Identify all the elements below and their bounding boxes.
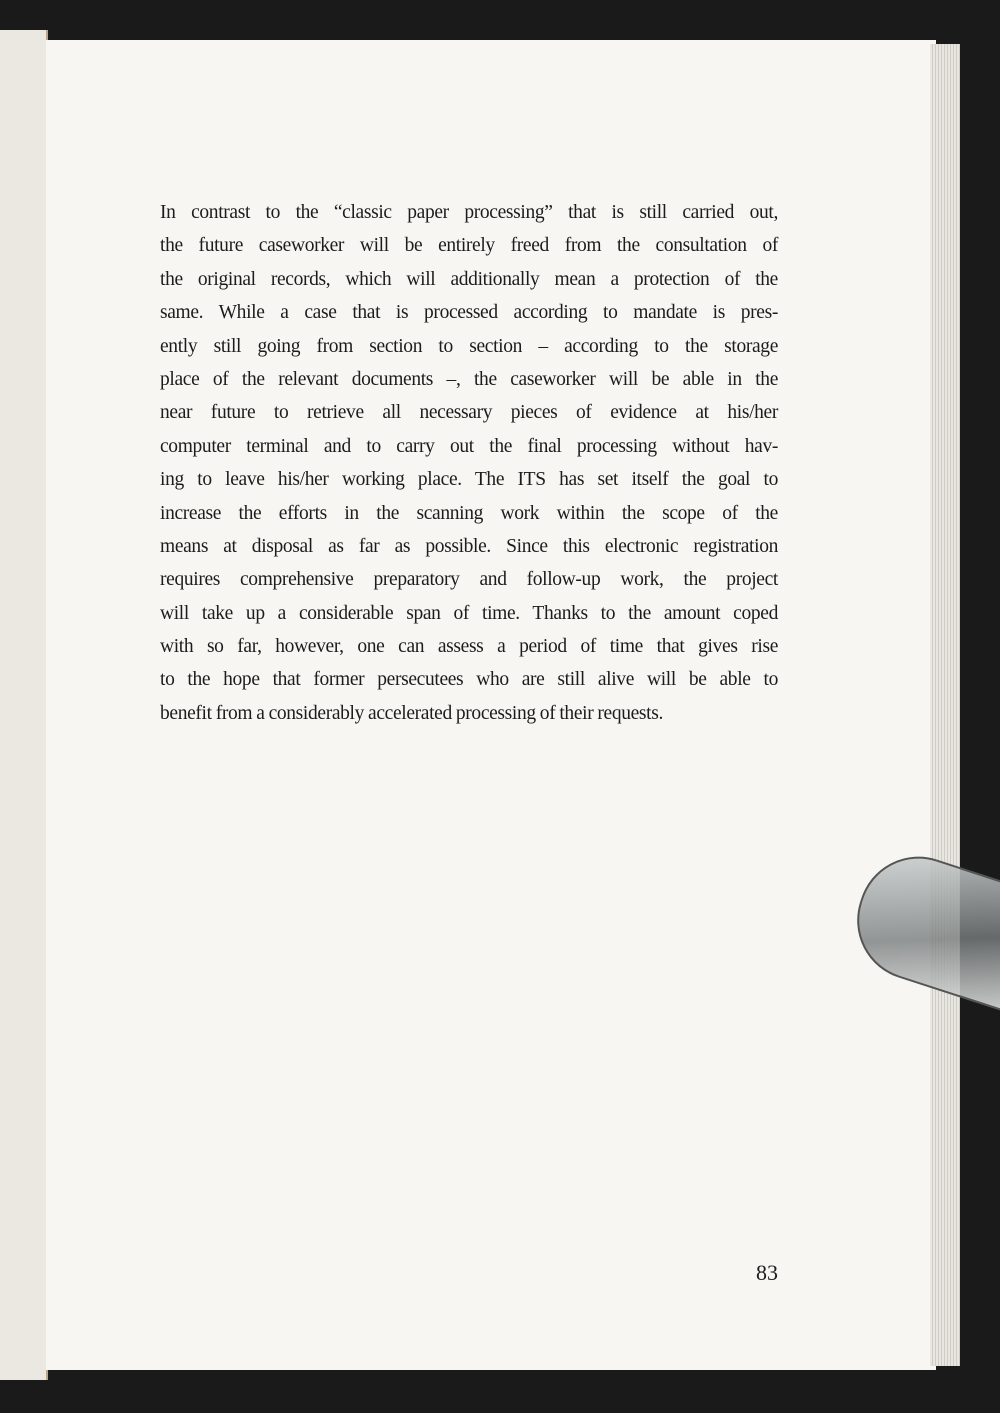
text-line: near future to retrieve all necessary pieces of evidence at his/her bbox=[160, 402, 778, 424]
text-line: ing to leave his/her working place. The ITS has set itself the goal to bbox=[160, 469, 778, 491]
text-line: with so far, however, one can assess a period of time that gives rise bbox=[160, 636, 778, 658]
text-line: to the hope that former persecutees who are still alive will be able to bbox=[160, 669, 778, 691]
page-number: 83 bbox=[756, 1260, 778, 1285]
text-line: will take up a considerable span of time. Thanks to the amount coped bbox=[160, 602, 778, 624]
text-line: the original records, which will additionally mean a protection of the bbox=[160, 268, 778, 290]
text-line: computer terminal and to carry out the final processing without hav- bbox=[160, 435, 778, 457]
text-line: the future caseworker will be entirely freed from the consultation of bbox=[160, 235, 778, 257]
facing-page-edge bbox=[0, 30, 48, 1380]
page-stack-edge bbox=[930, 44, 960, 1366]
text-line: means at disposal as far as possible. Since this electronic registration bbox=[160, 535, 778, 557]
body-paragraph bbox=[160, 196, 778, 730]
text-line: increase the efforts in the scanning work within the scope of the bbox=[160, 502, 778, 524]
text-line: In contrast to the “classic paper processing” that is still carried out, bbox=[160, 202, 778, 223]
text-line: ently still going from section to section – according to the storage bbox=[160, 335, 778, 357]
text-line: place of the relevant documents –, the caseworker will be able in the bbox=[160, 368, 778, 390]
text-line: benefit from a considerably accelerated processing of their requests. bbox=[160, 702, 663, 724]
text-line: requires comprehensive preparatory and follow-up work, the project bbox=[160, 569, 778, 591]
text-line: same. While a case that is processed according to mandate is pres- bbox=[160, 302, 778, 324]
